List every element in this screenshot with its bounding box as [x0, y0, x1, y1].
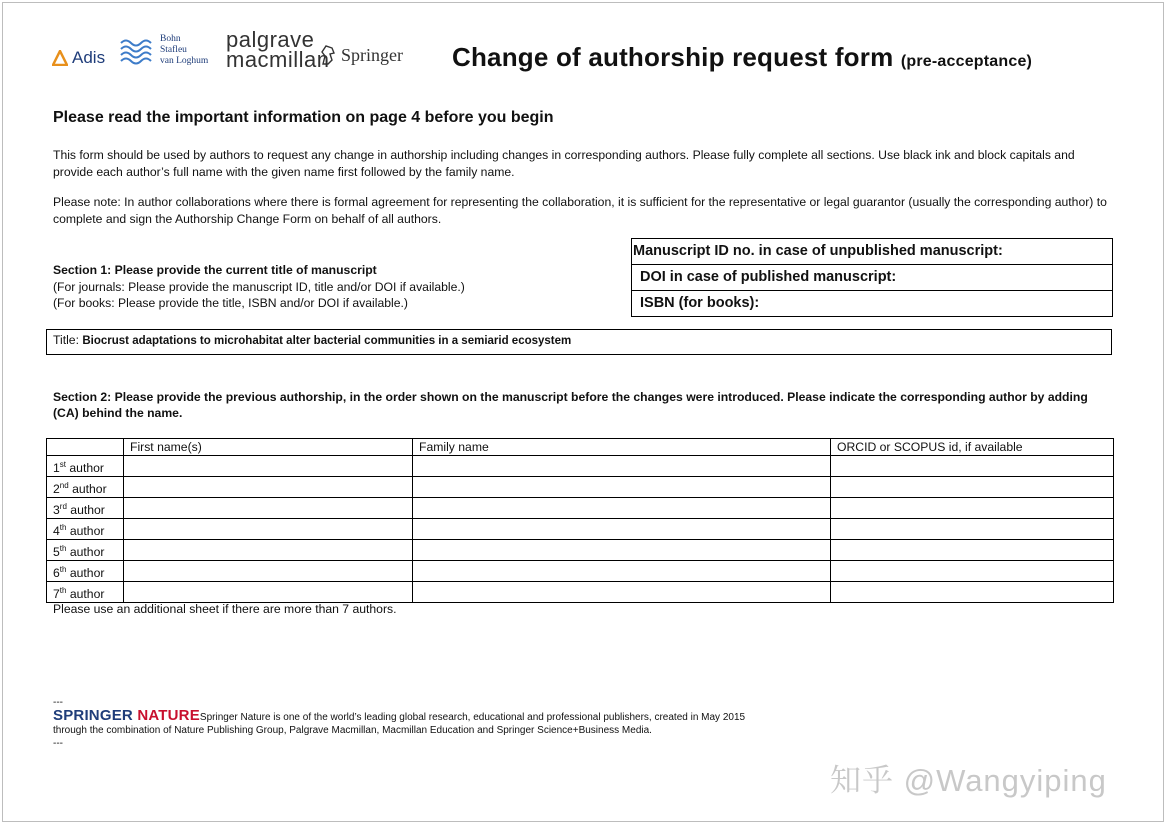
family-name-cell[interactable]: [413, 456, 831, 477]
orcid-cell[interactable]: [831, 477, 1114, 498]
title-value: Biocrust adaptations to microhabitat alter bacterial communities in a semiarid ecosystem: [82, 335, 572, 347]
author-row-label: 1st author: [47, 456, 124, 477]
section1-heading: Section 1: Please provide the current title of manuscript: [53, 263, 377, 277]
orcid-cell[interactable]: [831, 561, 1114, 582]
orcid-cell[interactable]: [831, 519, 1114, 540]
table-row: [47, 582, 1114, 603]
authors-table: [46, 438, 1114, 603]
adis-logo-text: Adis: [72, 48, 106, 67]
section2-heading: Section 2: Please provide the previous authorship, in the order shown on the manuscript before the changes were introduced. Please indicate the corresponding author by adding (CA) behind the name.: [53, 390, 1088, 420]
intro-paragraph-1: This form should be used by authors to request any change in authorship including changes in corresponding authors. Please fully complete all sections. Use black ink and block capitals and provide each author’s full name with the given name first followed by the family name.: [53, 148, 1075, 179]
form-subtitle: (pre-acceptance): [900, 53, 1033, 70]
additional-sheet-note: Please use an additional sheet if there are more than 7 authors.: [53, 602, 397, 616]
manuscript-title-field[interactable]: [46, 329, 1112, 355]
table-header-row: [47, 439, 1114, 456]
footer: [53, 696, 745, 750]
family-name-cell[interactable]: [413, 582, 831, 603]
watermark: 知乎 @Wangyiping: [830, 763, 1107, 798]
form-title: [452, 42, 1032, 73]
first-name-cell[interactable]: [124, 582, 413, 603]
author-row-label: 6th author: [47, 561, 124, 582]
palgrave-line-2: macmillan: [226, 47, 330, 72]
bsl-logo: [118, 34, 208, 67]
first-name-cell[interactable]: [124, 498, 413, 519]
footer-dashes-bottom: ---: [53, 738, 63, 749]
author-row-label: 3rd author: [47, 498, 124, 519]
adis-logo: [52, 48, 105, 68]
family-name-cell[interactable]: [413, 561, 831, 582]
table-row: [47, 456, 1114, 477]
family-name-cell[interactable]: [413, 477, 831, 498]
orcid-cell[interactable]: [831, 498, 1114, 519]
bsl-waves-icon: [118, 35, 154, 67]
section1-books-line: (For books: Please provide the title, ISBN and/or DOI if available.): [53, 296, 408, 310]
col-orcid: ORCID or SCOPUS id, if available: [831, 439, 1114, 456]
footer-text-1: Springer Nature is one of the world’s leading global research, educational and professional publishers, created in May 2015: [199, 712, 746, 723]
springer-logo-text: Springer: [341, 44, 403, 65]
footer-text-2: through the combination of Nature Publishing Group, Palgrave Macmillan, Macmillan Education and Springer Science+Business Media.: [53, 725, 652, 736]
adis-triangle-icon: [52, 50, 68, 66]
author-row-label: 7th author: [47, 582, 124, 603]
section1-journals-line: (For journals: Please provide the manuscript ID, title and/or DOI if available.): [53, 279, 465, 294]
first-name-cell[interactable]: [124, 540, 413, 561]
important-notice: Please read the important information on page 4 before you begin: [53, 109, 554, 126]
first-name-cell[interactable]: [124, 519, 413, 540]
bsl-line-2: Stafleu: [160, 45, 187, 55]
orcid-cell[interactable]: [831, 582, 1114, 603]
table-row: [47, 561, 1114, 582]
bsl-line-1: Bohn: [160, 34, 181, 44]
isbn-field[interactable]: ISBN (for books):: [640, 295, 760, 311]
palgrave-macmillan-logo: [226, 27, 330, 72]
manuscript-id-field[interactable]: Manuscript ID no. in case of unpublished manuscript:: [632, 239, 1112, 265]
intro-paragraph-2: Please note: In author collaborations where there is formal agreement for representing the collaboration, it is sufficient for the representative or legal guarantor (usually the corresponding author) to complete and sign the Authorship Change Form on behalf of all authors.: [53, 195, 1107, 226]
author-row-label: 5th author: [47, 540, 124, 561]
orcid-cell[interactable]: [831, 540, 1114, 561]
id-fields-box: [631, 238, 1113, 317]
title-label: Title:: [53, 333, 79, 347]
form-title-text: Change of authorship request form: [452, 42, 894, 72]
family-name-cell[interactable]: [413, 540, 831, 561]
bsl-line-3: van Loghum: [160, 56, 209, 66]
palgrave-line-1: palgrave: [226, 27, 315, 52]
footer-dashes-top: ---: [53, 697, 63, 708]
col-family-name: Family name: [413, 439, 831, 456]
author-row-label: 4th author: [47, 519, 124, 540]
springer-logo: [318, 44, 403, 66]
springer-nature-logo: SPRINGER NATURE: [53, 707, 200, 724]
table-row: [47, 519, 1114, 540]
section1-instructions: [53, 262, 465, 312]
table-row: [47, 498, 1114, 519]
first-name-cell[interactable]: [124, 456, 413, 477]
orcid-cell[interactable]: [831, 456, 1114, 477]
springer-horse-icon: [318, 44, 338, 66]
col-first-name: First name(s): [124, 439, 413, 456]
table-header-blank: [47, 439, 124, 456]
first-name-cell[interactable]: [124, 561, 413, 582]
first-name-cell[interactable]: [124, 477, 413, 498]
family-name-cell[interactable]: [413, 519, 831, 540]
doi-field[interactable]: DOI in case of published manuscript:: [632, 265, 1112, 291]
table-row: [47, 540, 1114, 561]
author-row-label: 2nd author: [47, 477, 124, 498]
family-name-cell[interactable]: [413, 498, 831, 519]
table-row: [47, 477, 1114, 498]
